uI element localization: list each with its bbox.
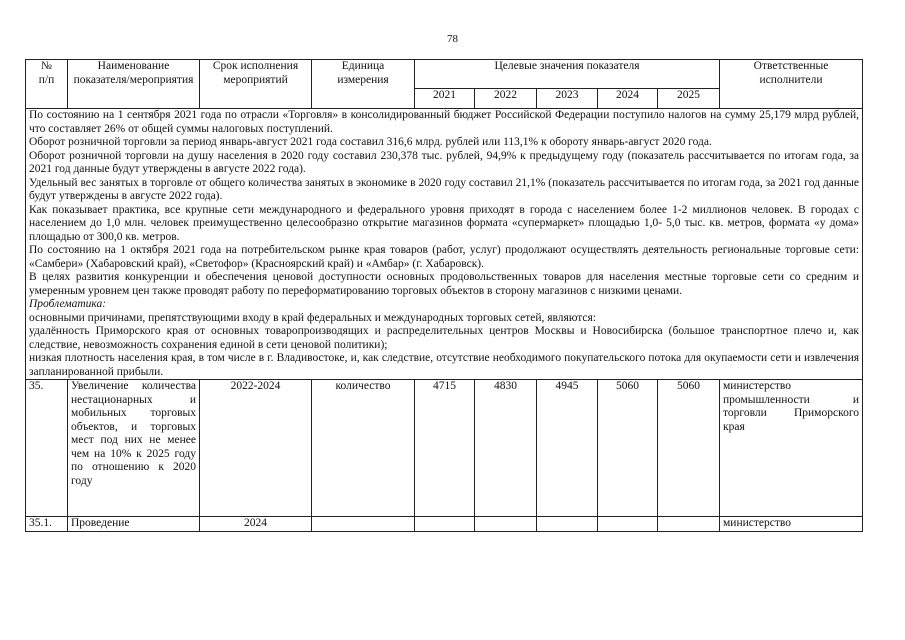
narrative-paragraph: В целях развития конкуренции и обеспечения ценовой доступности основных продовольственных товаров для населения местные торговые сети со средним и умеренным уровнем цен также проводят работу по переформатированию торговых объектов в сторону магазинов с низкими ценами. (29, 271, 860, 297)
header-row-top (26, 60, 863, 89)
problem-item: низкая плотность населения края, в том числе в г. Владивостоке, и, как следствие, отсутствие необходимого покупательского потока для окупаемости сети и извлечения запланированной прибыли. (29, 352, 860, 378)
header-responsible: Ответственные исполнители (720, 60, 863, 109)
narrative-paragraph: Оборот розничной торговли на душу населения в 2020 году составил 230,378 тыс. рублей, 94,9% к предыдущему году (показатель рассчитывается по итогам года, за 2021 год данные будут утверждены в августе 2022 года). (29, 149, 860, 175)
row-term: 2022-2024 (200, 380, 312, 517)
row-value (658, 517, 720, 532)
row-value (475, 517, 537, 532)
header-term: Срок исполнения мероприятий (200, 60, 312, 109)
row-term: 2024 (200, 517, 312, 532)
narrative-paragraph: Как показывает практика, все крупные сети международного и федерального уровня приходят в города с населением более 1-2 миллионов человек. В городах с населением до 1,0 млн. человек преимущественно целесообразно открытие магазинов формата «супермаркет» площадью 1,0- 5,0 тыс. кв. метров, формата «у дома» площадью от 300,0 кв. метров. (29, 203, 860, 243)
row-unit (312, 517, 415, 532)
indicators-table (25, 59, 863, 532)
row-value: 5060 (658, 380, 720, 517)
header-year: 2023 (537, 89, 598, 109)
header-unit: Единица измерения (312, 60, 415, 109)
table-row (26, 380, 863, 517)
narrative-row (26, 109, 863, 380)
page-number: 78 (447, 33, 458, 45)
problem-item: удалённость Приморского края от основных товаропроизводящих и распределительных центров Москвы и Новосибирска (большое транспортное плечо и, как следствие, невозможность сохранения единой в сети ценовой политики); (29, 325, 860, 351)
row-value (598, 517, 658, 532)
row-value: 5060 (598, 380, 658, 517)
row-value: 4715 (415, 380, 475, 517)
problems-label: Проблематика: (29, 298, 107, 310)
row-unit: количество (312, 380, 415, 517)
row-responsible: министерство промышленности и торговли Приморского края (720, 380, 863, 517)
header-year: 2022 (475, 89, 537, 109)
narrative-paragraph: По состоянию на 1 сентября 2021 года по отрасли «Торговля» в консолидированный бюджет Российской Федерации поступило налогов на сумму 25,179 млрд рублей, что составляет 26% от общей суммы налоговых поступлений. (29, 109, 860, 135)
row-value: 4830 (475, 380, 537, 517)
narrative-paragraph: По состоянию на 1 октября 2021 года на потребительском рынке края товаров (работ, услуг) продолжают осуществлять деятельность региональные торговые сети: «Самбери» (Хабаровский край), «Светофор» (Красноярский край) и «Амбар» (г. Хабаровск). (29, 244, 860, 270)
row-number: 35. (26, 380, 68, 517)
row-name: Увеличение количества нестационарных и мобильных торговых объектов, и торговых мест под них не менее чем на 10% к 2025 году по отношению к 2020 году (68, 380, 200, 517)
row-number: 35.1. (26, 517, 68, 532)
header-name: Наименование показателя/мероприятия (68, 60, 200, 109)
narrative-block (26, 109, 863, 380)
header-target-values: Целевые значения показателя (415, 60, 720, 89)
row-value: 4945 (537, 380, 598, 517)
row-value (537, 517, 598, 532)
row-value (415, 517, 475, 532)
row-responsible: министерство (720, 517, 863, 532)
narrative-paragraph: Удельный вес занятых в торговле от общего количества занятых в экономике в 2020 году составил 21,1% (показатель рассчитывается по итогам года, за 2021 год данные будут утверждены в августе 2022 года). (29, 176, 860, 202)
narrative-paragraph: Оборот розничной торговли за период январь-август 2021 года составил 316,6 млрд. рублей или 113,1% к обороту январь-август 2020 года. (29, 136, 712, 148)
header-num: № п/п (26, 60, 68, 109)
row-name: Проведение (68, 517, 200, 532)
table-row (26, 517, 863, 532)
header-year: 2025 (658, 89, 720, 109)
problems-intro: основными причинами, препятствующими входу в край федеральных и международных торговых сетей, являются: (29, 311, 597, 324)
header-year: 2024 (598, 89, 658, 109)
header-year: 2021 (415, 89, 475, 109)
